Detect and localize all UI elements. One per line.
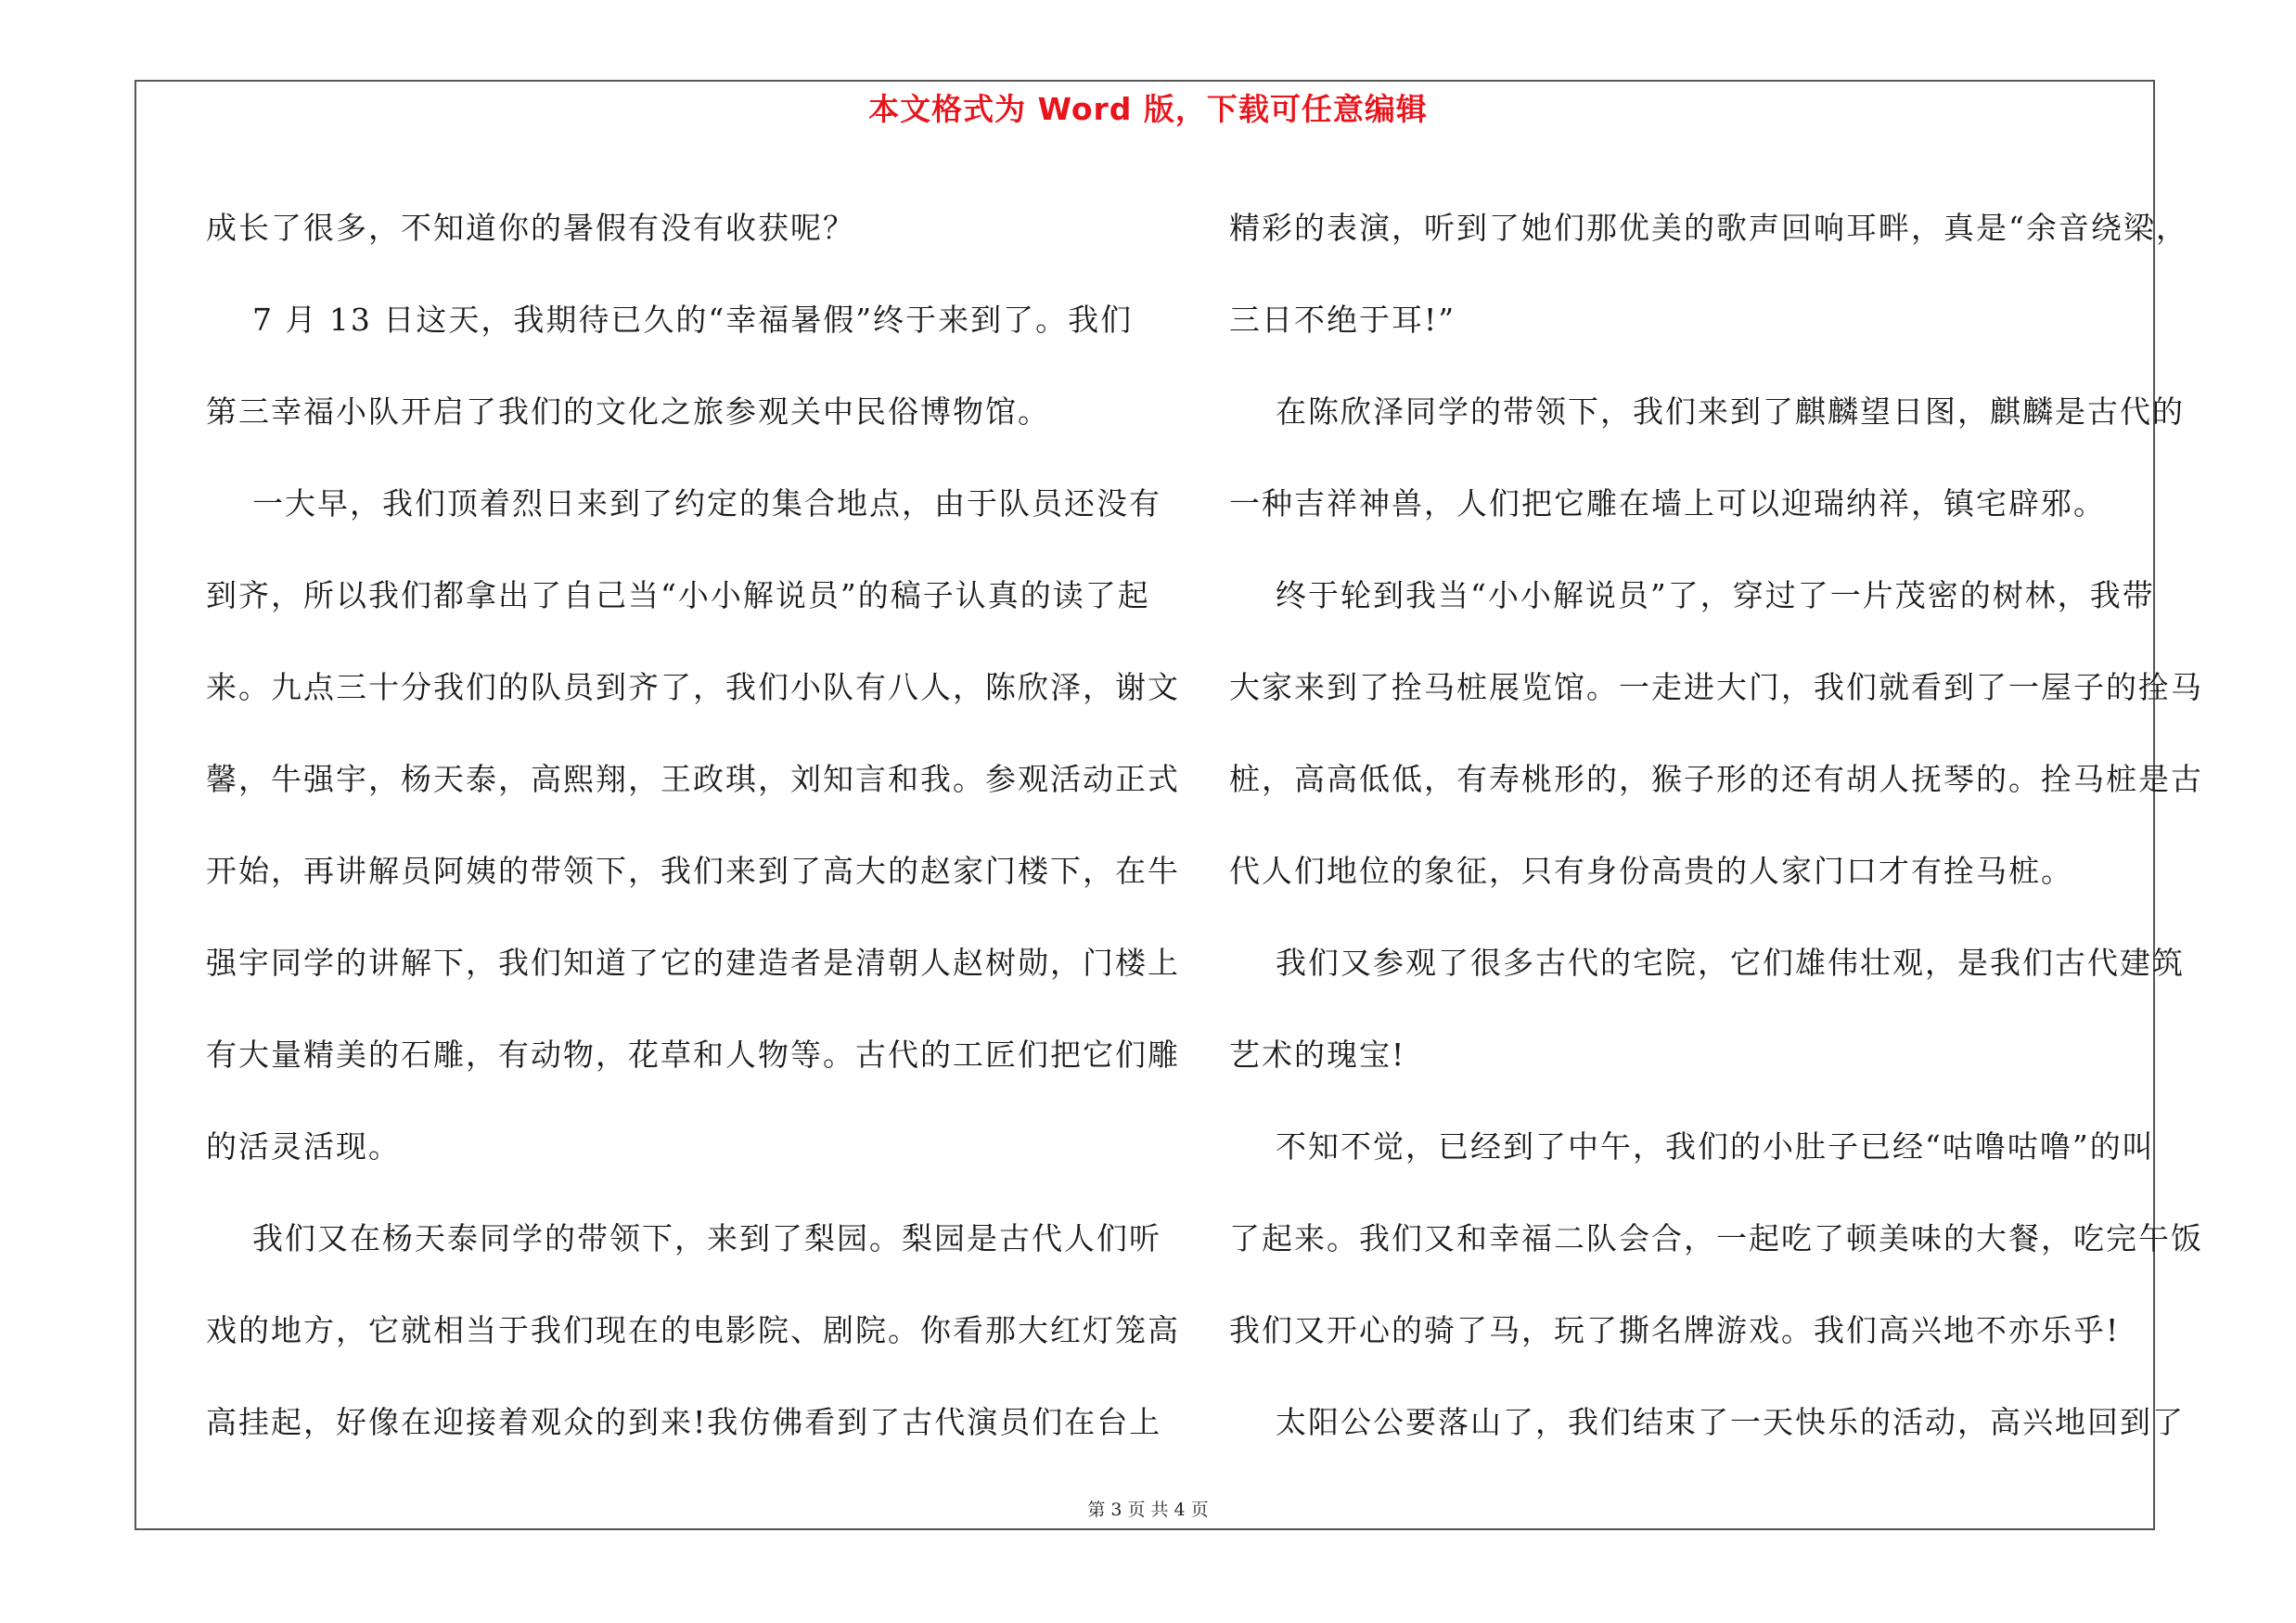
text-line: 我们又开心的骑了马，玩了撕名牌游戏。我们高兴地不亦乐乎! xyxy=(1229,1312,2121,1348)
text-line: 一种吉祥神兽，人们把它雕在墙上可以迎瑞纳祥，镇宅辟邪。 xyxy=(1229,485,2106,522)
page-number: 第 3 页 共 4 页 xyxy=(1087,1500,1209,1520)
text-line: 桩，高高低低，有寿桃形的，猴子形的还有胡人抚琴的。拴马桩是古 xyxy=(1229,761,2203,797)
text-line: 到齐，所以我们都拿出了自己当“小小解说员”的稿子认真的读了起 xyxy=(206,577,1150,613)
text-line: 了起来。我们又和幸福二队会合，一起吃了顿美味的大餐，吃完午饭 xyxy=(1229,1220,2203,1256)
text-line: 7 月 13 日这天，我期待已久的“幸福暑假”终于来到了。我们 xyxy=(206,302,1134,338)
text-line: 在陈欣泽同学的带领下，我们来到了麒麟望日图，麒麟是古代的 xyxy=(1229,393,2185,430)
format-banner: 本文格式为 Word 版，下载可任意编辑 xyxy=(868,91,1428,127)
text-line: 的活灵活现。 xyxy=(206,1128,401,1165)
text-line: 不知不觉，已经到了中午，我们的小肚子已经“咕噜咕噜”的叫 xyxy=(1229,1128,2155,1165)
text-line: 开始，再讲解员阿姨的带领下，我们来到了高大的赵家门楼下，在牛 xyxy=(206,853,1180,889)
text-line: 高挂起，好像在迎接着观众的到来!我仿佛看到了古代演员们在台上 xyxy=(206,1404,1162,1440)
text-line: 戏的地方，它就相当于我们现在的电影院、剧院。你看那大红灯笼高 xyxy=(206,1312,1180,1348)
right-text-column xyxy=(1229,182,2203,1468)
text-line: 三日不绝于耳!” xyxy=(1229,302,1456,338)
text-line: 馨，牛强宇，杨天泰，高熙翔，王政琪，刘知言和我。参观活动正式 xyxy=(206,761,1180,797)
text-line: 有大量精美的石雕，有动物，花草和人物等。古代的工匠们把它们雕 xyxy=(206,1037,1180,1073)
text-line: 成长了很多，不知道你的暑假有没有收获呢？ xyxy=(206,210,855,246)
text-line: 大家来到了拴马桩展览馆。一走进大门，我们就看到了一屋子的拴马 xyxy=(1229,669,2203,705)
text-line: 太阳公公要落山了，我们结束了一天快乐的活动，高兴地回到了 xyxy=(1229,1404,2185,1440)
text-line: 强宇同学的讲解下，我们知道了它的建造者是清朝人赵树勋，门楼上 xyxy=(206,945,1180,981)
left-text-column xyxy=(206,182,1180,1468)
text-line: 一大早，我们顶着烈日来到了约定的集合地点，由于队员还没有 xyxy=(206,485,1161,522)
text-line: 精彩的表演，听到了她们那优美的歌声回响耳畔，真是“余音绕梁， xyxy=(1229,210,2188,246)
text-line: 第三幸福小队开启了我们的文化之旅参观关中民俗博物馆。 xyxy=(206,393,1050,430)
text-line: 艺术的瑰宝! xyxy=(1229,1037,1406,1073)
text-line: 终于轮到我当“小小解说员”了，穿过了一片茂密的树林，我带 xyxy=(1229,577,2155,613)
text-line: 来。九点三十分我们的队员到齐了，我们小队有八人，陈欣泽，谢文 xyxy=(206,669,1180,705)
text-line: 我们又参观了很多古代的宅院，它们雄伟壮观，是我们古代建筑 xyxy=(1229,945,2185,981)
text-line: 代人们地位的象征，只有身份高贵的人家门口才有拴马桩。 xyxy=(1229,853,2073,889)
text-line: 我们又在杨天泰同学的带领下，来到了梨园。梨园是古代人们听 xyxy=(206,1220,1161,1256)
